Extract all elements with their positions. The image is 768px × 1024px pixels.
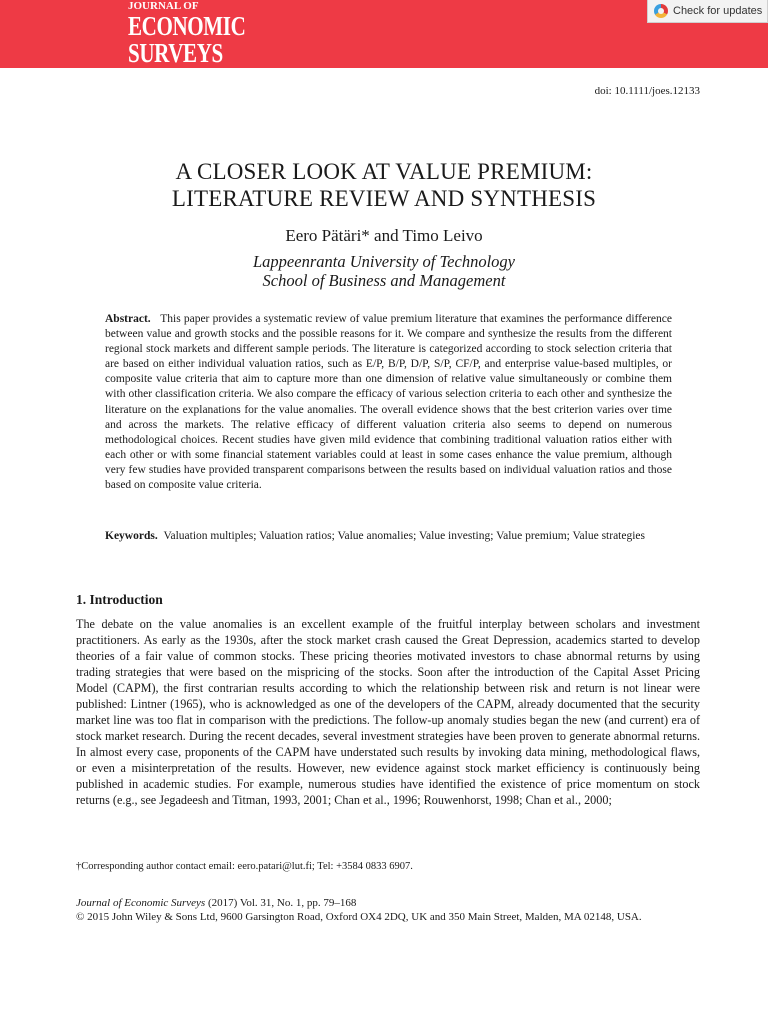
doi: doi: 10.1111/joes.12133: [594, 85, 700, 97]
check-for-updates-label: Check for updates: [673, 5, 763, 17]
affiliation-line-1: Lappeenranta University of Technology: [253, 252, 515, 271]
check-for-updates-button[interactable]: [647, 0, 768, 23]
keywords-label: Keywords.: [105, 530, 158, 542]
keywords-text: Valuation multiples; Valuation ratios; Value anomalies; Value investing; Value premium; Value strategies: [163, 530, 646, 542]
logo-line-2: ECONOMIC: [128, 11, 246, 41]
paper-title: [0, 158, 768, 212]
logo-line-3: SURVEYS: [128, 38, 223, 68]
citation-copyright: © 2015 John Wiley & Sons Ltd, 9600 Garsington Road, Oxford OX4 2DQ, UK and 350 Main Street, Malden, MA 02148, USA.: [76, 911, 642, 923]
logo-line-1: JOURNAL OF: [128, 0, 199, 12]
crossmark-icon: [654, 4, 668, 18]
citation-journal: Journal of Economic Surveys: [76, 897, 206, 909]
citation-details: (2017) Vol. 31, No. 1, pp. 79–168: [205, 897, 357, 909]
affiliation: [0, 252, 768, 290]
intro-paragraph: The debate on the value anomalies is an excellent example of the fruitful interplay between scholars and investment practitioners. As early as the 1930s, after the stock market crash caused the Great Depression, academics started to develop theories of a fair value of common stocks. These pricing theories motivated investors to chase abnormal returns by using trading strategies that were based on the mispricing of the stocks. Soon after the introduction of the Capital Asset Pricing Model (CAPM), the first contrarian results according to which the relationship between risk and return is not linear were published: Lintner (1965), who is acknowledged as one of the developers of the CAPM, already documented that the security market line was too flat in comparison with the predictions. The follow-up anomaly studies began the new (and current) era of stock market research. During the recent decades, several investment strategies have been proven to generate abnormal returns. In almost every case, proponents of the CAPM have understated such results by invoking data mining, methodological flaws, or even a misinterpretation of the results. However, new evidence against stock market efficiency is continuously being published in academic studies. For example, numerous studies have identified the existence of price momentum on stock returns (e.g., see Jegadeesh and Titman, 1993, 2001; Chan et al., 1996; Rouwenhorst, 1998; Chan et al., 2000;: [76, 617, 700, 807]
abstract-text: This paper provides a systematic review of value premium literature that examines the performance difference between value and growth stocks and the possible reasons for it. We compare and synthesize the results from the different regional stock markets and different sample periods. The literature is categorized according to stock selection criteria that are based on either individual valuation ratios, such as E/P, B/P, D/P, S/P, CF/P, and enterprise value-based multiples, or composite value criteria that aim to capture more than one dimension of relative value simultaneously or combine them with other classification criteria. We also compare the efficacy of various selection criteria to each other and synthesize the literature on the explanations for the value anomalies. The overall evidence shows that the best criterion varies over time and across the markets. The relative efficacy of different valuation criteria also seems to depend on numerous methodological choices. Recent studies have given mild evidence that combining traditional valuation ratios either with each other or with some financial statement variables could at least in some cases enhance the value premium, although very few studies have provided transparent comparisons between the results based on individual valuation ratios and those based on composite value criteria.: [105, 313, 672, 492]
journal-logo: [128, 1, 279, 67]
affiliation-line-2: School of Business and Management: [262, 271, 506, 290]
footnote: †Corresponding author contact email: eero.patari@lut.fi; Tel: +3584 0833 6907.: [76, 861, 413, 872]
title-line-1: A CLOSER LOOK AT VALUE PREMIUM:: [175, 159, 593, 184]
title-line-2: LITERATURE REVIEW AND SYNTHESIS: [171, 186, 597, 211]
citation: [76, 896, 700, 924]
section-heading: 1. Introduction: [76, 592, 163, 607]
abstract: [105, 312, 672, 493]
abstract-label: Abstract.: [105, 313, 151, 325]
keywords: [105, 529, 672, 544]
authors: Eero Pätäri* and Timo Leivo: [285, 226, 483, 245]
